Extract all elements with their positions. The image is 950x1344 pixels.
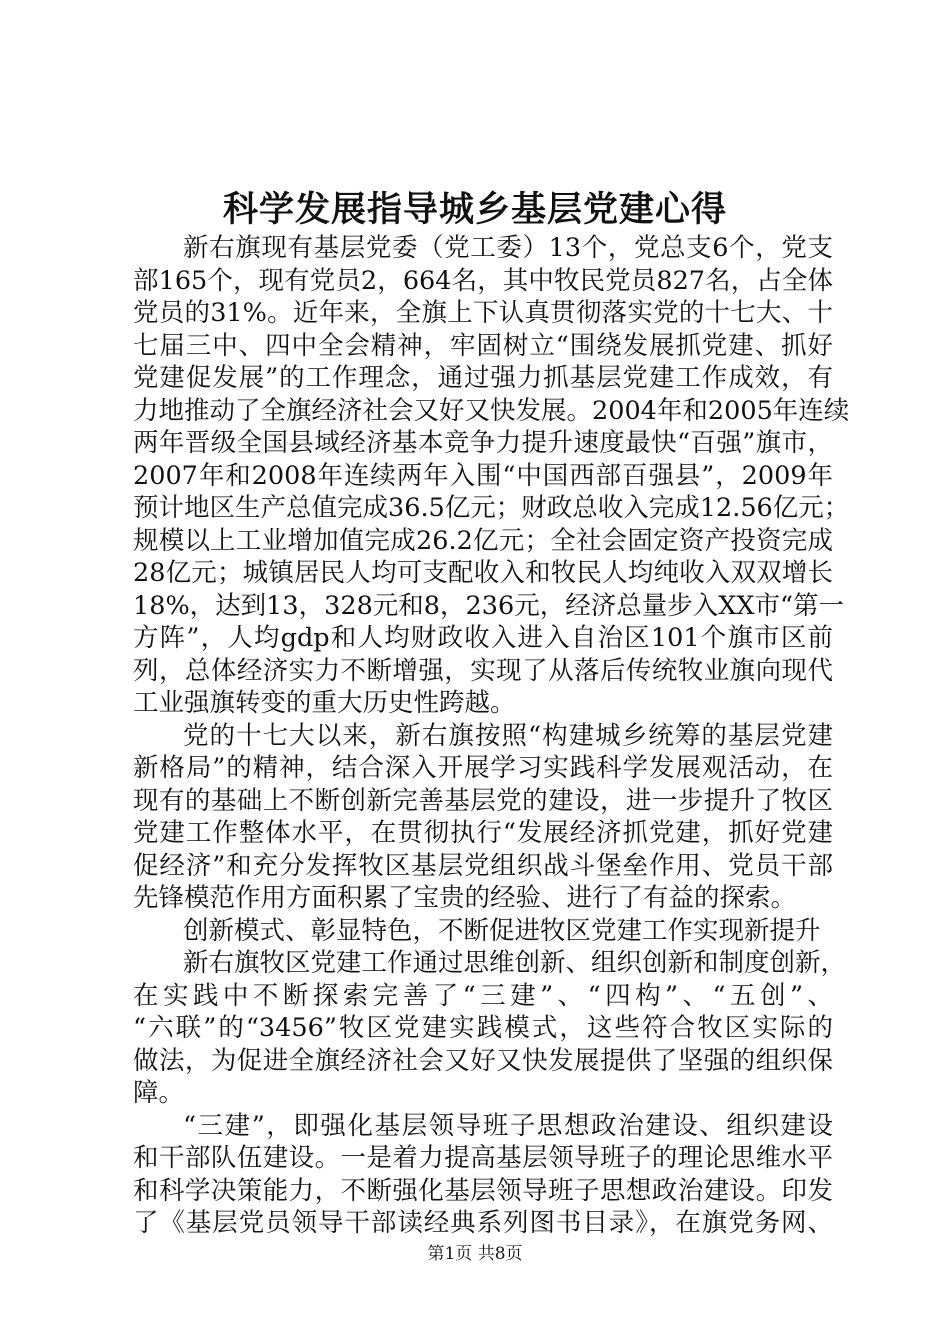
text-line: 新格局”的精神，结合深入开展学习实践科学发展观活动，在 xyxy=(133,753,833,783)
text-line: 和科学决策能力，不断强化基层领导班子思想政治建设。印发 xyxy=(133,1175,833,1206)
text-line: 新右旗牧区党建工作通过思维创新、组织创新和制度创新， xyxy=(183,948,847,978)
text-line: 了《基层党员领导干部读经典系列图书目录》，在旗党务网、 xyxy=(133,1208,833,1238)
text-line: 党建促发展”的工作理念，通过强力抓基层党建工作成效，有 xyxy=(133,363,833,393)
text-line: 党的十七大以来，新右旗按照“构建城乡统筹的基层党建 xyxy=(183,720,833,751)
text-line: 和干部队伍建设。一是着力提高基层领导班子的理论思维水平 xyxy=(133,1143,833,1173)
text-line: 方阵”，人均gdp和人均财政收入进入自治区101个旗市区前 xyxy=(133,623,833,653)
text-line: 力地推动了全旗经济社会又好又快发展。2004年和2005年连续 xyxy=(133,395,850,426)
text-line: 先锋模范作用方面积累了宝贵的经验、进行了有益的探索。 xyxy=(133,883,797,913)
document-body xyxy=(133,232,850,1240)
text-line: 列，总体经济实力不断增强，实现了从落后传统牧业旗向现代 xyxy=(133,655,833,686)
text-line: 两年晋级全国县域经济基本竞争力提升速度最快“百强”旗市， xyxy=(133,428,833,458)
text-line: 部165个，现有党员2，664名，其中牧民党员827名，占全体 xyxy=(133,265,833,296)
text-line: 党建工作整体水平，在贯彻执行“发展经济抓党建，抓好党建 xyxy=(133,818,833,848)
text-line: 党员的31%。近年来，全旗上下认真贯彻落实党的十七大、十 xyxy=(133,298,833,328)
text-line: 七届三中、四中全会精神，牢固树立“围绕发展抓党建、抓好 xyxy=(133,330,833,361)
text-line: 促经济”和充分发挥牧区基层党组织战斗堡垒作用、党员干部 xyxy=(133,850,833,881)
text-line: 现有的基础上不断创新完善基层党的建设，进一步提升了牧区 xyxy=(133,785,833,816)
section-heading: 创新模式、彰显特色，不断促进牧区党建工作实现新提升 xyxy=(183,915,821,946)
text-line: 28亿元；城镇居民人均可支配收入和牧民人均纯收入双双增长 xyxy=(133,558,833,588)
page-number-footer: 第1页 共8页 xyxy=(427,1244,523,1264)
text-line: “六联”的“3456”牧区党建实践模式，这些符合牧区实际的 xyxy=(133,1013,833,1043)
text-line: 工业强旗转变的重大历史性跨越。 xyxy=(133,688,516,718)
text-line: 预计地区生产总值完成36.5亿元；财政总收入完成12.56亿元； xyxy=(133,493,850,523)
text-line: 规模以上工业增加值完成26.2亿元；全社会固定资产投资完成 xyxy=(133,525,833,556)
text-line: 障。 xyxy=(133,1078,185,1108)
text-line: 18%，达到13，328元和8，236元，经济总量步入XX市“第一 xyxy=(133,590,845,621)
text-line: 做法，为促进全旗经济社会又好又快发展提供了坚强的组织保 xyxy=(133,1045,833,1076)
text-line: “三建”，即强化基层领导班子思想政治建设、组织建设 xyxy=(183,1110,833,1141)
text-line: 在实践中不断探索完善了“三建”、“四构”、“五创”、 xyxy=(133,980,833,1011)
text-line: 新右旗现有基层党委（党工委）13个，党总支6个，党支 xyxy=(183,233,833,263)
document-title: 科学发展指导城乡基层党建心得 xyxy=(222,189,727,230)
text-line: 2007年和2008年连续两年入围“中国西部百强县”，2009年 xyxy=(133,460,833,491)
